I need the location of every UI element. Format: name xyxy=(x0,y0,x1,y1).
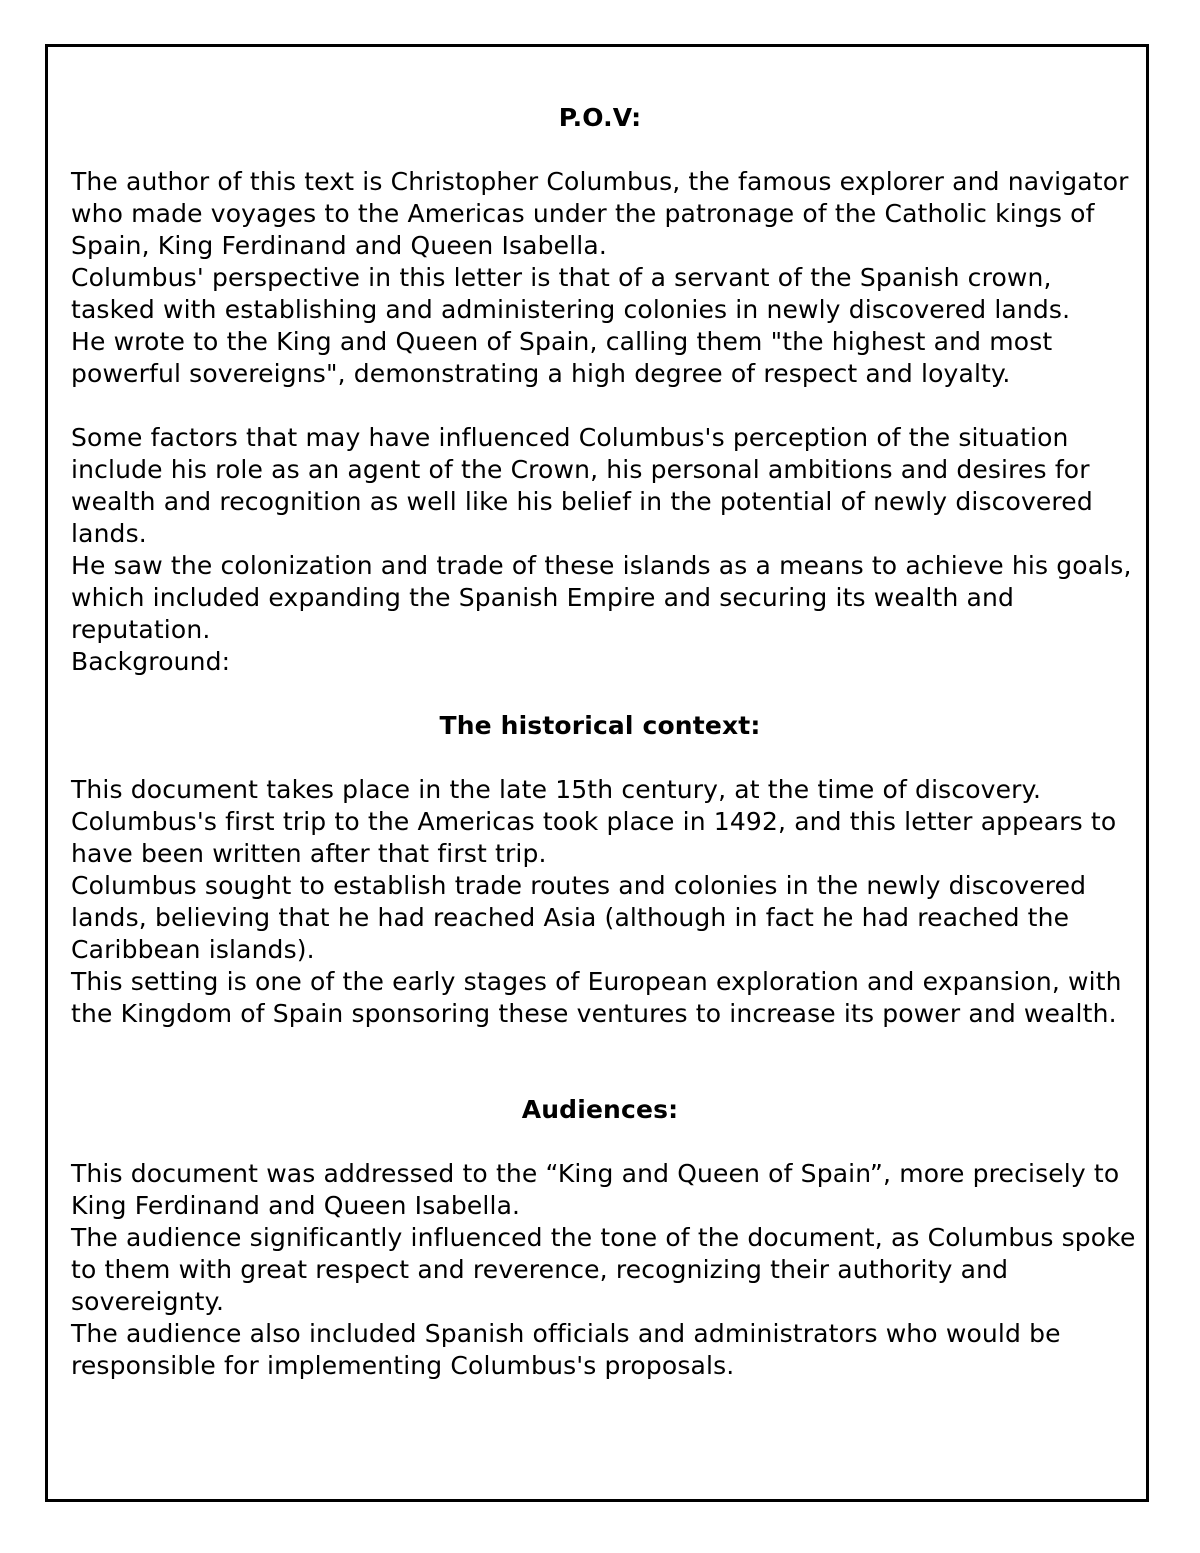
pov-paragraph-3: He wrote to the King and Queen of Spain, calling them "the highest and most powerful sovereigns", demonstrating a high degree of respect and loyalty. xyxy=(71,327,1053,388)
background-label: Background: xyxy=(71,647,231,676)
pov-paragraph-5: He saw the colonization and trade of these islands as a means to achieve his goals, which included expanding the Spanish Empire and securing its wealth and reputation. xyxy=(71,551,1132,644)
pov-paragraph-2: Columbus' perspective in this letter is that of a servant of the Spanish crown, tasked with establishing and administering colonies in newly discovered lands. xyxy=(71,263,1071,324)
audiences-paragraph-1: This document was addressed to the “King and Queen of Spain”, more precisely to King Ferdinand and Queen Isabella. xyxy=(71,1159,1120,1220)
pov-paragraph-4: Some factors that may have influenced Columbus's perception of the situation include his role as an agent of the Crown, his personal ambitions and desires for wealth and recognition as well like his belief in the potential of newly discovered lands. xyxy=(71,423,1093,548)
context-paragraph-3: Columbus sought to establish trade routes and colonies in the newly discovered lands, believing that he had reached Asia (although in fact he had reached the Caribbean islands). xyxy=(71,871,1087,964)
context-heading: The historical context: xyxy=(439,711,761,740)
audiences-paragraph-2: The audience significantly influenced the tone of the document, as Columbus spoke to them with great respect and reverence, recognizing their authority and sovereignty. xyxy=(71,1223,1136,1316)
spacer xyxy=(71,678,1141,710)
document-body xyxy=(71,102,1141,1382)
spacer xyxy=(71,1126,1141,1158)
spacer xyxy=(71,390,1141,422)
context-paragraph-4: This setting is one of the early stages of European exploration and expansion, with the Kingdom of Spain sponsoring these ventures to increase its power and wealth. xyxy=(71,967,1122,1028)
context-paragraph-1: This document takes place in the late 15th century, at the time of discovery. xyxy=(71,775,1042,804)
audiences-paragraph-3: The audience also included Spanish officials and administrators who would be responsible for implementing Columbus's proposals. xyxy=(71,1319,1061,1380)
spacer xyxy=(71,742,1141,774)
spacer xyxy=(71,1030,1141,1094)
pov-paragraph-1: The author of this text is Christopher Columbus, the famous explorer and navigator who made voyages to the Americas under the patronage of the Catholic kings of Spain, King Ferdinand and Queen Isabella. xyxy=(71,167,1129,260)
pov-heading: P.O.V: xyxy=(558,103,642,132)
context-paragraph-2: Columbus's first trip to the Americas took place in 1492, and this letter appears to have been written after that first trip. xyxy=(71,807,1117,868)
spacer xyxy=(71,134,1141,166)
audiences-heading: Audiences: xyxy=(521,1095,679,1124)
